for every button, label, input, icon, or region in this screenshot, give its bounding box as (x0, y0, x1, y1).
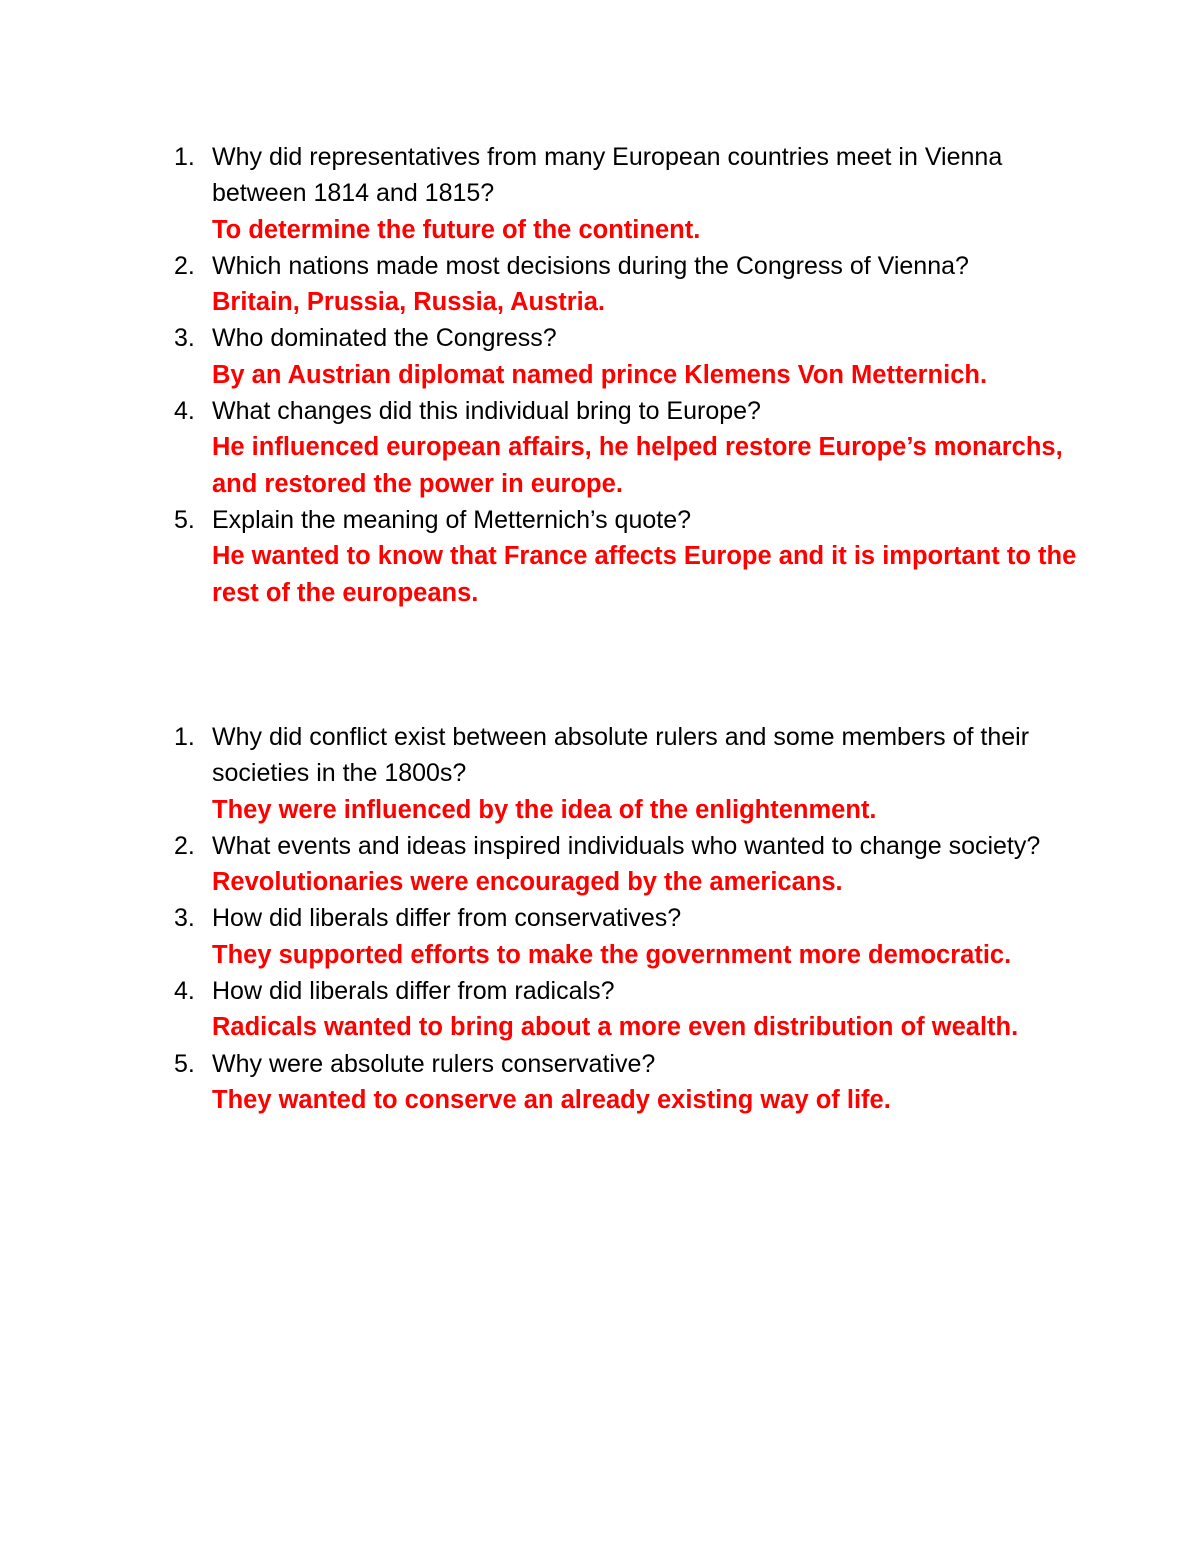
question-text: Why were absolute rulers conservative? (212, 1049, 656, 1078)
answer-text: They were influenced by the idea of the enlightenment. (212, 795, 877, 824)
question-text: Which nations made most decisions during the Congress of Vienna? (212, 251, 969, 280)
item-number: 3. (174, 904, 195, 933)
item-number: 1. (174, 723, 195, 751)
item-number: 5. (174, 1049, 195, 1078)
question-text: Why did representatives from many European countries meet in Vienna between 1814 and 1815? (212, 143, 1003, 208)
answer-text: By an Austrian diplomat named prince Klemens Von Metternich. (212, 360, 988, 389)
item-number: 5. (174, 505, 195, 534)
answer-text: Revolutionaries were encouraged by the americans. (212, 868, 843, 897)
question-list-liberals-conservatives (160, 719, 1080, 1118)
question-text: How did liberals differ from radicals? (212, 977, 615, 1006)
list-item (160, 320, 1080, 393)
list-item (160, 502, 1080, 611)
question-text: How did liberals differ from conservatives? (212, 904, 682, 933)
answer-text: To determine the future of the continent. (212, 215, 701, 244)
list-item (160, 1046, 1080, 1119)
answer-text: He wanted to know that France affects Europe and it is important to the rest of the europeans. (212, 542, 1077, 607)
list-item (160, 139, 1080, 248)
list-item (160, 393, 1080, 502)
list-item (160, 248, 1080, 321)
item-number: 3. (174, 324, 195, 353)
question-text: Why did conflict exist between absolute rulers and some members of their societies in the 1800s? (212, 723, 1030, 788)
list-item (160, 828, 1080, 901)
answer-text: Britain, Prussia, Russia, Austria. (212, 288, 606, 317)
question-text: Explain the meaning of Metternich’s quote? (212, 505, 692, 534)
answer-text: They supported efforts to make the government more democratic. (212, 940, 1012, 969)
question-text: What changes did this individual bring to Europe? (212, 397, 761, 426)
question-list-congress-of-vienna (160, 139, 1080, 611)
list-item (160, 719, 1080, 828)
answer-text: They wanted to conserve an already existing way of life. (212, 1085, 891, 1114)
item-number: 4. (174, 397, 195, 426)
list-item (160, 900, 1080, 973)
answer-text: He influenced european affairs, he helped restore Europe’s monarchs, and restored the power in europe. (212, 433, 1063, 498)
question-text: Who dominated the Congress? (212, 324, 557, 353)
item-number: 2. (174, 251, 195, 280)
item-number: 4. (174, 977, 195, 1006)
item-number: 1. (174, 143, 195, 171)
question-text: What events and ideas inspired individuals who wanted to change society? (212, 831, 1041, 860)
list-item (160, 973, 1080, 1046)
answer-text: Radicals wanted to bring about a more even distribution of wealth. (212, 1013, 1019, 1042)
item-number: 2. (174, 831, 195, 860)
